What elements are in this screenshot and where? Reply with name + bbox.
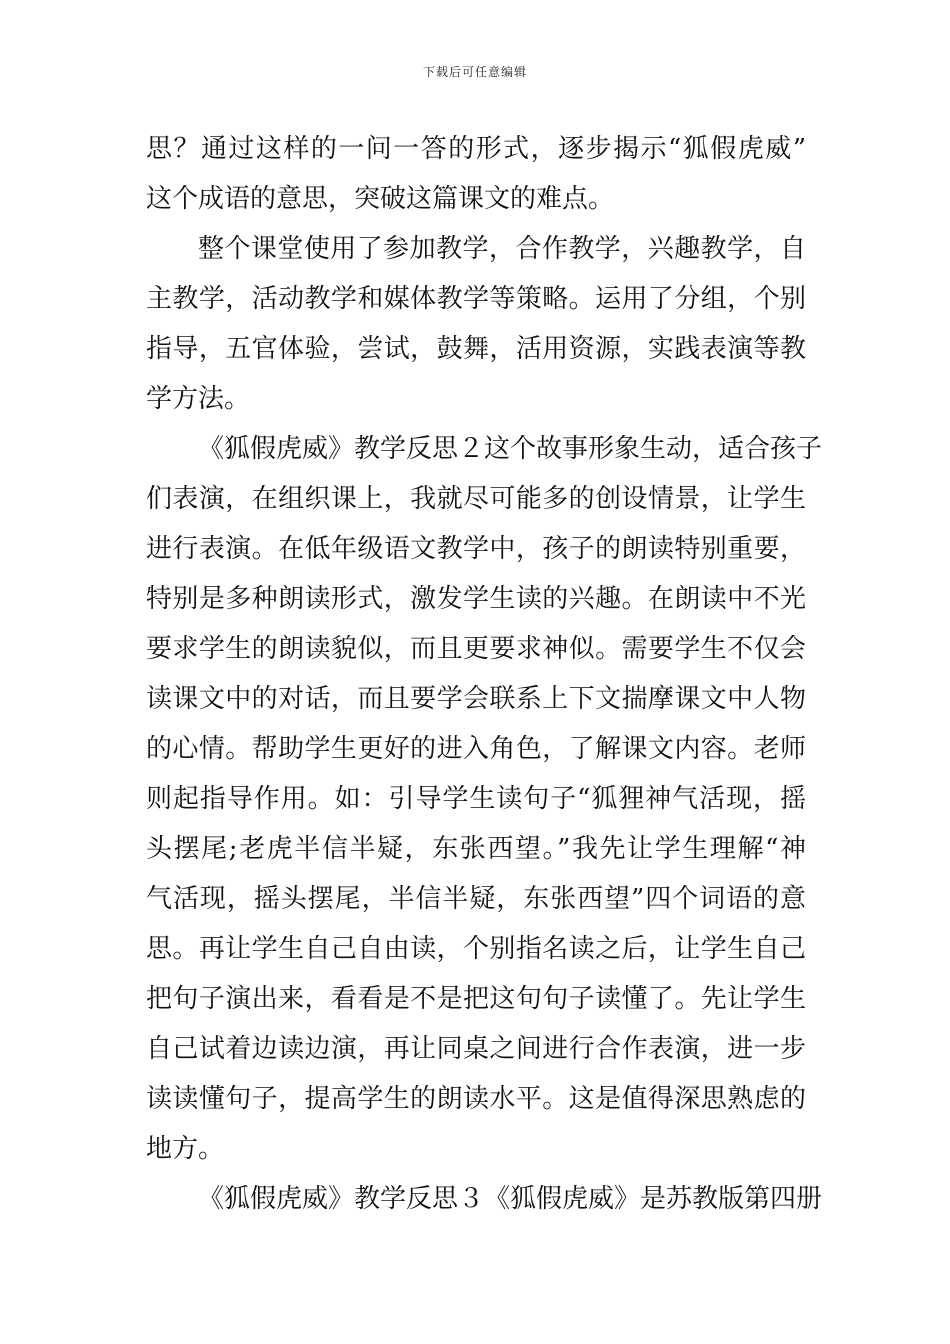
paragraph-1-line-1: 思？通过这样的一问一答的形式，逐步揭示“狐假虎威”	[146, 134, 806, 164]
paragraph-3-line-6: 读课文中的对话，而且要学会联系上下文揣摩课文中人物	[146, 684, 806, 714]
paragraph-2-line-1: 整个课堂使用了参加教学，合作教学，兴趣教学，自	[198, 234, 806, 264]
paragraph-4-line-1: 《狐假虎威》教学反思３《狐假虎威》是苏教版第四册	[198, 1184, 823, 1214]
paragraph-3-line-4: 特别是多种朗读形式，激发学生读的兴趣。在朗读中不光	[146, 584, 806, 614]
paragraph-3-line-8: 则起指导作用。如：引导学生读句子“狐狸神气活现，摇	[146, 784, 806, 814]
paragraph-3-line-12: 把句子演出来，看看是不是把这句句子读懂了。先让学生	[146, 984, 806, 1014]
paragraph-3-line-9: 头摆尾;老虎半信半疑，东张西望。”我先让学生理解“神	[146, 834, 806, 864]
paragraph-2-line-4: 学方法。	[146, 384, 251, 414]
paragraph-2-line-3: 指导，五官体验，尝试，鼓舞，活用资源，实践表演等教	[146, 334, 806, 364]
paragraph-3-line-1: 《狐假虎威》教学反思２这个故事形象生动，适合孩子	[198, 434, 823, 464]
paragraph-2-line-2: 主教学，活动教学和媒体教学等策略。运用了分组，个别	[146, 284, 806, 314]
paragraph-3-line-7: 的心情。帮助学生更好的进入角色，了解课文内容。老师	[146, 734, 806, 764]
paragraph-3-line-10: 气活现，摇头摆尾，半信半疑，东张西望”四个词语的意	[146, 884, 806, 914]
paragraph-3-line-14: 读读懂句子，提高学生的朗读水平。这是值得深思熟虑的	[146, 1084, 806, 1114]
paragraph-3-line-2: 们表演，在组织课上，我就尽可能多的创设情景，让学生	[146, 484, 806, 514]
paragraph-3-line-3: 进行表演。在低年级语文教学中，孩子的朗读特别重要，	[146, 534, 806, 564]
paragraph-1-line-2: 这个成语的意思，突破这篇课文的难点。	[146, 184, 615, 214]
header-note: 下载后可任意编辑	[422, 65, 527, 79]
paragraph-3-line-5: 要求学生的朗读貌似，而且更要求神似。需要学生不仅会	[146, 634, 806, 664]
paragraph-3-line-15: 地方。	[146, 1134, 225, 1164]
paragraph-3-line-11: 思。再让学生自己自由读，个别指名读之后，让学生自己	[146, 934, 806, 964]
paragraph-3-line-13: 自己试着边读边演，再让同桌之间进行合作表演，进一步	[146, 1034, 806, 1064]
